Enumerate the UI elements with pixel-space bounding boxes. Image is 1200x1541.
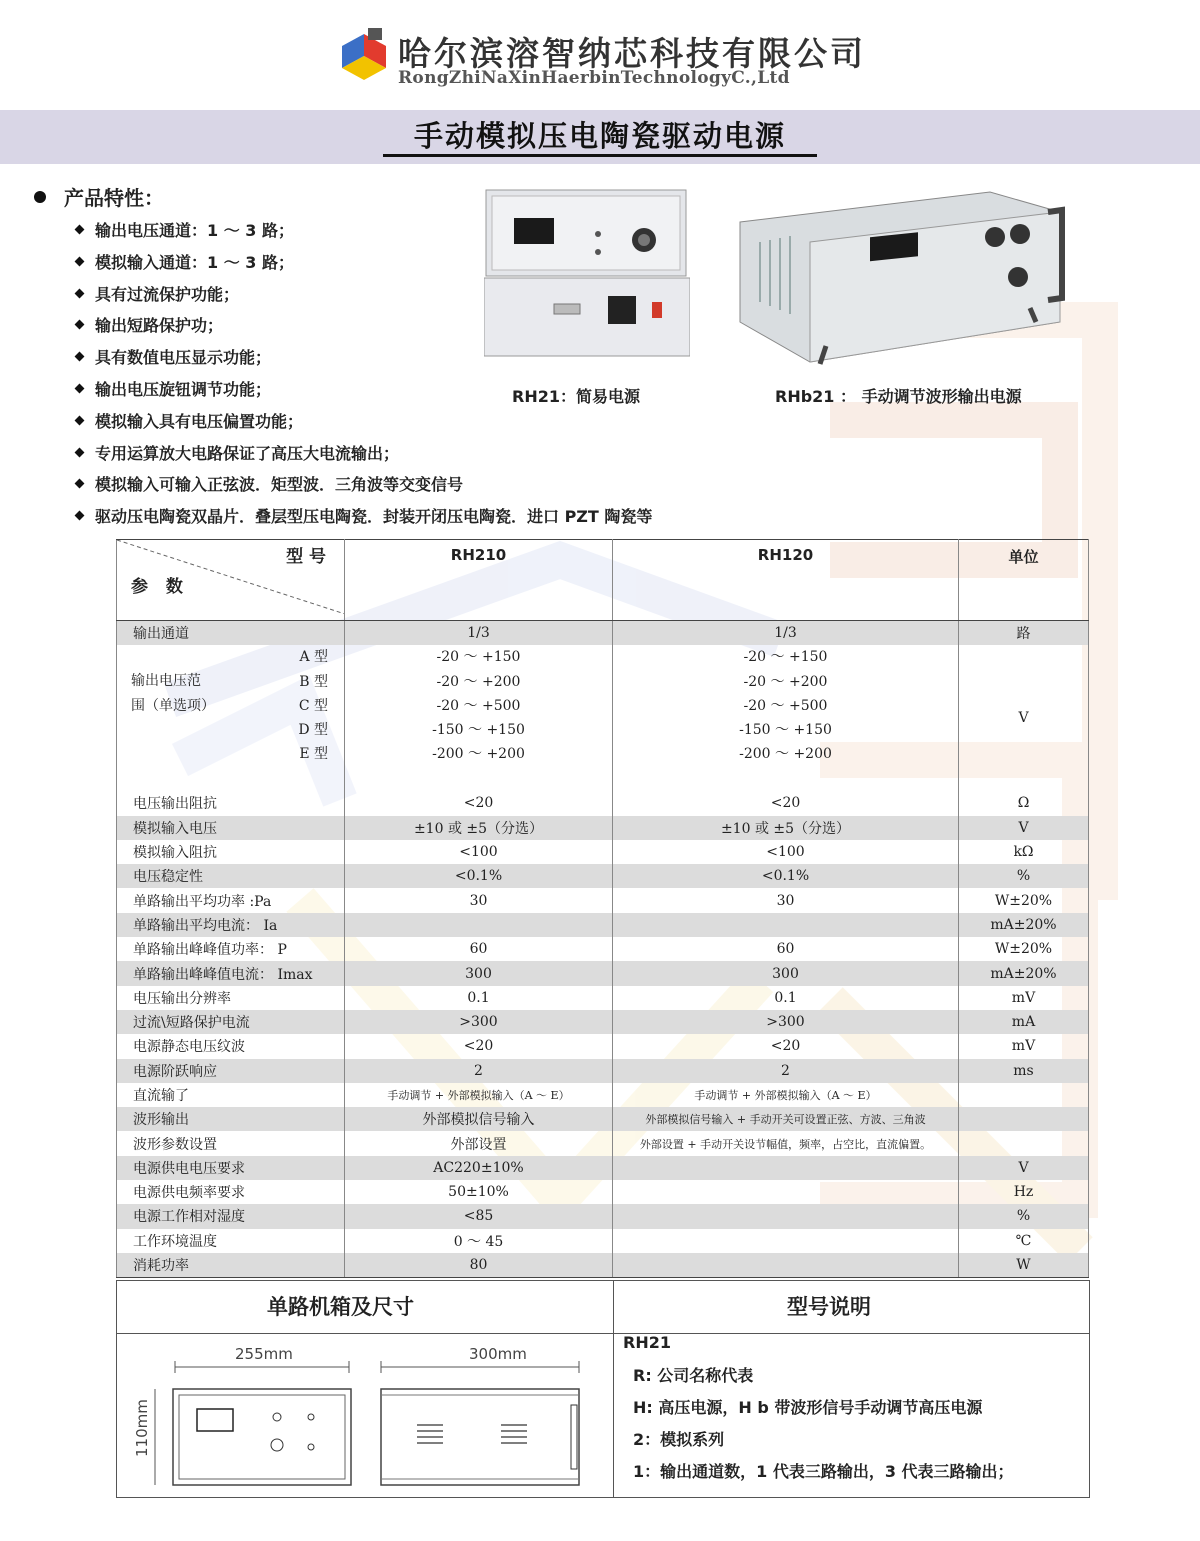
table-header-row bbox=[117, 540, 1089, 621]
cell-unit: 路 bbox=[959, 621, 1089, 646]
diamond-bullet-icon bbox=[75, 415, 85, 425]
cell-unit: ms bbox=[959, 1059, 1089, 1083]
bottom-divider bbox=[613, 1281, 614, 1497]
type-label: C 型 bbox=[298, 697, 328, 714]
row-label: 电源供电频率要求 bbox=[117, 1180, 345, 1204]
cell-rh210: 80 bbox=[345, 1253, 613, 1278]
cell-rh120 bbox=[613, 1156, 959, 1180]
feature-item: 输出电压旋钮调节功能； bbox=[76, 377, 652, 409]
features-heading: 产品特性： bbox=[34, 182, 164, 211]
cell-unit: % bbox=[959, 1204, 1089, 1228]
cell-rh120: 1/3 bbox=[613, 621, 959, 646]
cell-rh120 bbox=[613, 1253, 959, 1278]
diamond-bullet-icon bbox=[75, 479, 85, 489]
cell-rh210: <20 bbox=[345, 1034, 613, 1058]
model-explanation bbox=[623, 1333, 1014, 1491]
cell-rh210: <85 bbox=[345, 1204, 613, 1228]
cell-unit: mA±20% bbox=[959, 961, 1089, 985]
cell-unit bbox=[959, 1083, 1089, 1107]
cell-unit bbox=[959, 1131, 1089, 1155]
cell-unit bbox=[959, 1107, 1089, 1131]
chassis-dimension-drawing bbox=[117, 1333, 613, 1497]
model-code: RH21 bbox=[623, 1333, 671, 1352]
table-row bbox=[117, 840, 1089, 864]
cell-rh210: >300 bbox=[345, 1010, 613, 1034]
cell-unit: V bbox=[959, 816, 1089, 840]
header-diagonal-cell bbox=[117, 540, 345, 621]
cell-rh210: 0 ～ 45 bbox=[345, 1229, 613, 1253]
cell-rh120: 30 bbox=[613, 888, 959, 912]
row-label: 模拟输入电压 bbox=[117, 816, 345, 840]
header-model: 型 号 bbox=[286, 547, 326, 567]
range-value: -20 ～ +150 bbox=[743, 649, 828, 666]
diamond-bullet-icon bbox=[75, 320, 85, 330]
cell-rh120: <100 bbox=[613, 840, 959, 864]
diamond-bullet-icon bbox=[75, 447, 85, 457]
cell-rh210: 2 bbox=[345, 1059, 613, 1083]
row-label: 电压输出阻抗 bbox=[117, 791, 345, 815]
feature-item: 模拟输入可输入正弦波．矩型波．三角波等交变信号 bbox=[76, 472, 652, 504]
header-rh210: RH210 bbox=[345, 540, 613, 621]
diamond-bullet-icon bbox=[75, 384, 85, 394]
cell-rh120 bbox=[613, 1204, 959, 1228]
cell-rh120 bbox=[613, 1180, 959, 1204]
range-value: -20 ～ +200 bbox=[743, 673, 828, 690]
cell-rh120 bbox=[613, 913, 959, 937]
table-row bbox=[117, 1156, 1089, 1180]
row-label: 电压输出分辨率 bbox=[117, 986, 345, 1010]
header-unit: 单位 bbox=[959, 540, 1089, 621]
table-row bbox=[117, 961, 1089, 985]
cell-unit: W bbox=[959, 1253, 1089, 1278]
row-label bbox=[117, 645, 345, 791]
table-row bbox=[117, 888, 1089, 912]
table-row bbox=[117, 1059, 1089, 1083]
spec-rows bbox=[117, 791, 1089, 1277]
cell-rh120: 外部模拟信号输入 + 手动开关可设置正弦、方波、三角波 bbox=[613, 1107, 959, 1131]
table-row bbox=[117, 937, 1089, 961]
range-value: -150 ～ +150 bbox=[739, 722, 832, 739]
bottom-header-row bbox=[117, 1281, 1089, 1334]
model-explanation-heading: 型号说明 bbox=[787, 1295, 871, 1319]
feature-item: 驱动压电陶瓷双晶片．叠层型压电陶瓷．封装开闭压电陶瓷．进口 PZT 陶瓷等 bbox=[76, 504, 652, 536]
table-row-voltage-range bbox=[117, 645, 1089, 791]
diamond-bullet-icon bbox=[75, 256, 85, 266]
table-row bbox=[117, 621, 1089, 646]
table-row bbox=[117, 986, 1089, 1010]
row-label: 电源工作相对湿度 bbox=[117, 1204, 345, 1228]
diamond-bullet-icon bbox=[75, 511, 85, 521]
rhb21-product-photo bbox=[730, 182, 1070, 368]
cell-rh210: <20 bbox=[345, 791, 613, 815]
cell-rh210 bbox=[345, 913, 613, 937]
row-label: 工作环境温度 bbox=[117, 1229, 345, 1253]
table-row bbox=[117, 1083, 1089, 1107]
cell-rh120: >300 bbox=[613, 1010, 959, 1034]
cell-unit: mV bbox=[959, 1034, 1089, 1058]
bottom-panel bbox=[116, 1280, 1090, 1498]
header-rh120: RH120 bbox=[613, 540, 959, 621]
spec-table bbox=[116, 539, 1089, 1278]
company-name-cn: 哈尔滨溶智纳芯科技有限公司 bbox=[398, 34, 866, 73]
cell-rh120 bbox=[613, 1229, 959, 1253]
cell-rh120: 60 bbox=[613, 937, 959, 961]
chassis-heading: 单路机箱及尺寸 bbox=[267, 1295, 414, 1319]
cell-unit: W±20% bbox=[959, 888, 1089, 912]
range-value: -20 ～ +500 bbox=[436, 697, 521, 714]
row-label: 波形参数设置 bbox=[117, 1131, 345, 1155]
row-label: 模拟输入阻抗 bbox=[117, 840, 345, 864]
row-label: 单路输出平均电流： Ia bbox=[117, 913, 345, 937]
cell-rh120: 2 bbox=[613, 1059, 959, 1083]
type-label: A 型 bbox=[299, 649, 328, 666]
cell-rh210 bbox=[345, 645, 613, 791]
range-value: -200 ～ +200 bbox=[739, 746, 832, 763]
diamond-bullet-icon bbox=[75, 225, 85, 235]
cell-rh120: <20 bbox=[613, 791, 959, 815]
diamond-bullet-icon bbox=[75, 352, 85, 362]
feature-item: 模拟输入通道：1 ～ 3 路； bbox=[76, 250, 652, 282]
row-label: 单路输出峰峰值功率： P bbox=[117, 937, 345, 961]
range-value: -20 ～ +150 bbox=[436, 649, 521, 666]
cell-rh210: <100 bbox=[345, 840, 613, 864]
row-label: 电压稳定性 bbox=[117, 864, 345, 888]
type-label: E 型 bbox=[299, 746, 328, 763]
rh21-product-photo bbox=[484, 186, 690, 358]
table-row bbox=[117, 1253, 1089, 1278]
cell-rh210: 外部设置 bbox=[345, 1131, 613, 1155]
diamond-bullet-icon bbox=[75, 288, 85, 298]
cell-rh210: 30 bbox=[345, 888, 613, 912]
company-logo bbox=[338, 26, 390, 84]
cell-rh210: 外部模拟信号输入 bbox=[345, 1107, 613, 1131]
row-label: 单路输出峰峰值电流： Imax bbox=[117, 961, 345, 985]
feature-item: 专用运算放大电路保证了高压大电流输出； bbox=[76, 441, 652, 473]
feature-item: 具有过流保护功能； bbox=[76, 282, 652, 314]
model-line: H: 高压电源，H b 带波形信号手动调节高压电源 bbox=[633, 1398, 983, 1417]
row-label: 电源阶跃响应 bbox=[117, 1059, 345, 1083]
cell-unit: W±20% bbox=[959, 937, 1089, 961]
model-line: 2：模拟系列 bbox=[633, 1430, 725, 1449]
feature-item: 具有数值电压显示功能； bbox=[76, 345, 652, 377]
cell-unit: mA bbox=[959, 1010, 1089, 1034]
model-line: R: 公司名称代表 bbox=[633, 1366, 754, 1385]
row-label: 电源静态电压纹波 bbox=[117, 1034, 345, 1058]
feature-item: 模拟输入具有电压偏置功能； bbox=[76, 409, 652, 441]
cell-rh120 bbox=[613, 645, 959, 791]
type-label: D 型 bbox=[298, 722, 328, 739]
range-value: -20 ～ +200 bbox=[436, 673, 521, 690]
cell-unit: Hz bbox=[959, 1180, 1089, 1204]
company-name-en: RongZhiNaXinHaerbinTechnologyC.,Ltd bbox=[398, 68, 790, 88]
cell-unit: Ω bbox=[959, 791, 1089, 815]
feature-item: 输出短路保护功； bbox=[76, 313, 652, 345]
cell-rh210: AC220±10% bbox=[345, 1156, 613, 1180]
range-value: -20 ～ +500 bbox=[743, 697, 828, 714]
cell-unit: V bbox=[959, 645, 1089, 791]
table-row bbox=[117, 791, 1089, 815]
type-label: B 型 bbox=[299, 673, 328, 690]
cell-unit: mA±20% bbox=[959, 913, 1089, 937]
height-dimension: 110mm bbox=[133, 1399, 151, 1457]
table-row bbox=[117, 913, 1089, 937]
cell-rh120: 外部设置 + 手动开关设节幅值，频率，占空比，直流偏置。 bbox=[613, 1131, 959, 1155]
cell-rh120: <20 bbox=[613, 1034, 959, 1058]
table-row bbox=[117, 864, 1089, 888]
title-underline bbox=[383, 154, 817, 157]
row-label: 过流\短路保护电流 bbox=[117, 1010, 345, 1034]
voltage-range-label-2: 围（单选项） bbox=[131, 697, 215, 714]
table-row bbox=[117, 1229, 1089, 1253]
cell-rh210: 1/3 bbox=[345, 621, 613, 646]
table-row bbox=[117, 1204, 1089, 1228]
header-param: 参 数 bbox=[131, 577, 189, 597]
bullet-icon bbox=[34, 191, 46, 203]
row-label: 输出通道 bbox=[117, 621, 345, 646]
cell-rh210: 手动调节 + 外部模拟输入（A ～ E） bbox=[345, 1083, 613, 1107]
cell-rh210: 50±10% bbox=[345, 1180, 613, 1204]
cell-rh120: 0.1 bbox=[613, 986, 959, 1010]
cell-rh210: 60 bbox=[345, 937, 613, 961]
row-label: 单路输出平均功率 :Pa bbox=[117, 888, 345, 912]
cell-rh120: 手动调节 + 外部模拟输入（A ～ E） bbox=[613, 1083, 959, 1107]
table-row bbox=[117, 1107, 1089, 1131]
cell-unit: kΩ bbox=[959, 840, 1089, 864]
cell-rh120: <0.1% bbox=[613, 864, 959, 888]
cell-rh120: 300 bbox=[613, 961, 959, 985]
cell-rh210: ±10 或 ±5（分选） bbox=[345, 816, 613, 840]
row-label: 电源供电电压要求 bbox=[117, 1156, 345, 1180]
depth-dimension: 300mm bbox=[469, 1345, 527, 1363]
model-line: 1：输出通道数，1 代表三路输出，3 代表三路输出； bbox=[633, 1462, 1014, 1481]
width-dimension: 255mm bbox=[235, 1345, 293, 1363]
row-label: 直流输了 bbox=[117, 1083, 345, 1107]
cell-rh210: <0.1% bbox=[345, 864, 613, 888]
row-label: 波形输出 bbox=[117, 1107, 345, 1131]
cell-unit: % bbox=[959, 864, 1089, 888]
cell-rh210: 0.1 bbox=[345, 986, 613, 1010]
cell-unit: mV bbox=[959, 986, 1089, 1010]
table-row bbox=[117, 1180, 1089, 1204]
cell-rh210: 300 bbox=[345, 961, 613, 985]
table-row bbox=[117, 816, 1089, 840]
page-title: 手动模拟压电陶瓷驱动电源 bbox=[413, 119, 786, 153]
range-value: -200 ～ +200 bbox=[432, 746, 525, 763]
cell-unit: ℃ bbox=[959, 1229, 1089, 1253]
cell-unit: V bbox=[959, 1156, 1089, 1180]
table-row bbox=[117, 1131, 1089, 1155]
table-row bbox=[117, 1034, 1089, 1058]
table-row bbox=[117, 1010, 1089, 1034]
rhb21-caption: RHb21 ： 手动调节波形输出电源 bbox=[775, 387, 1022, 406]
row-label: 消耗功率 bbox=[117, 1253, 345, 1278]
range-value: -150 ～ +150 bbox=[432, 722, 525, 739]
voltage-range-label-1: 输出电压范 bbox=[131, 673, 201, 690]
cell-rh120: ±10 或 ±5（分选） bbox=[613, 816, 959, 840]
rh21-caption: RH21：简易电源 bbox=[512, 387, 640, 406]
feature-item: 输出电压通道：1 ～ 3 路； bbox=[76, 218, 652, 250]
